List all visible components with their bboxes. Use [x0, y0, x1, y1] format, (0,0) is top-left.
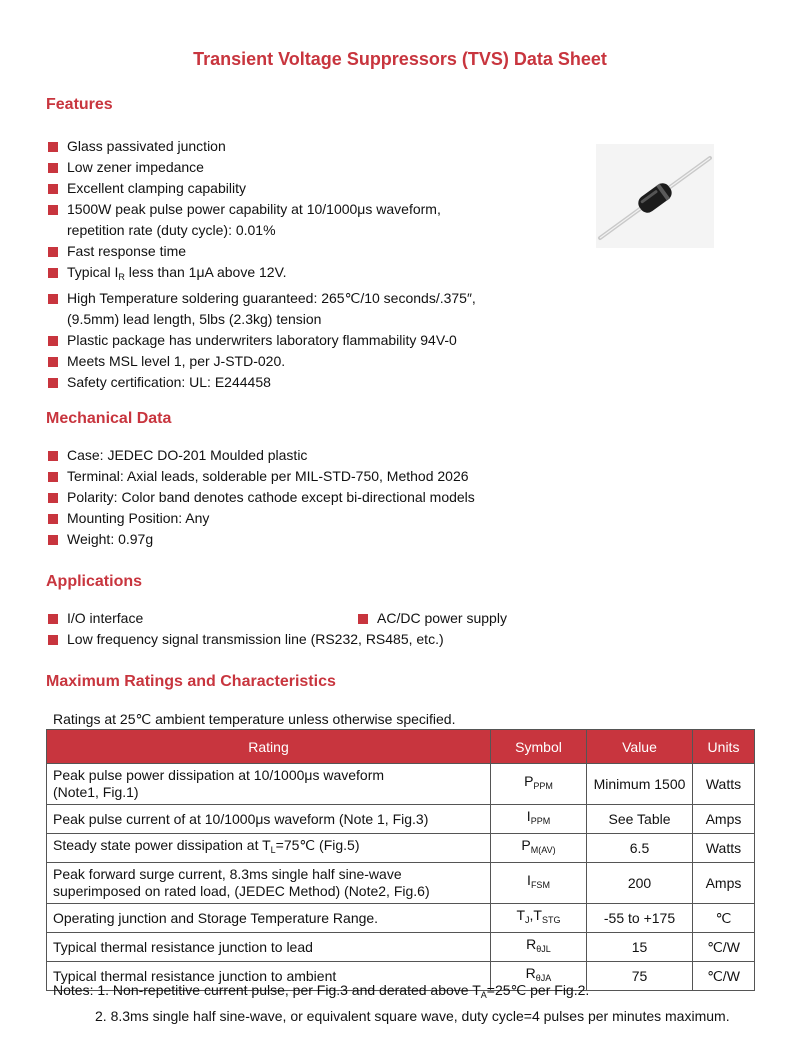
bullet-icon	[48, 357, 58, 367]
value-cell: 200	[587, 863, 693, 904]
units-cell: Watts	[693, 764, 755, 805]
bullet-icon	[48, 635, 58, 645]
bullet-icon	[48, 614, 58, 624]
list-item: Typical $I_R$ less than 1μA above 12V.	[48, 262, 476, 288]
rating-cell: Steady state power dissipation at $T_L=75℃$ (Fig.5)	[47, 834, 491, 863]
rating-cell: Typical thermal resistance junction to ambient	[47, 962, 491, 991]
bullet-icon	[358, 614, 368, 624]
list-item: Fast response time	[48, 241, 476, 262]
units-cell: ℃/W	[693, 933, 755, 962]
list-item: Polarity: Color band denotes cathode except bi-directional models	[48, 487, 475, 508]
note-2: 2. 8.3ms single half sine-wave, or equivalent square wave, duty cycle=4 pulses per minutes maximum.	[95, 1008, 730, 1024]
ratings-table	[46, 729, 755, 991]
list-item: High Temperature soldering guaranteed: 265℃/10 seconds/.375″, (9.5mm) lead length, 5lbs (2.3kg) tension	[48, 288, 476, 330]
bullet-icon	[48, 451, 58, 461]
bullet-icon	[48, 205, 58, 215]
column-header-value: Value	[587, 730, 693, 764]
bullet-icon	[48, 247, 58, 257]
list-item: I/O interface	[48, 608, 143, 629]
list-item: Glass passivated junction	[48, 136, 476, 157]
column-header-symbol: Symbol	[491, 730, 587, 764]
notes	[53, 980, 730, 1027]
units-cell: ℃	[693, 904, 755, 933]
value-cell: Minimum 1500	[587, 764, 693, 805]
list-item: Low zener impedance	[48, 157, 476, 178]
rating-cell: Peak pulse current of at 10/1000μs waveform (Note 1, Fig.3)	[47, 805, 491, 834]
rating-cell: Operating junction and Storage Temperature Range.	[47, 904, 491, 933]
bullet-icon	[48, 184, 58, 194]
symbol-cell: $P_{PPM}$	[491, 764, 587, 805]
page-title: Transient Voltage Suppressors (TVS) Data Sheet	[193, 49, 607, 69]
value-cell: -55 to +175	[587, 904, 693, 933]
table-row	[47, 933, 755, 962]
list-item: Plastic package has underwriters laboratory flammability 94V-0	[48, 330, 476, 351]
bullet-icon	[48, 268, 58, 278]
symbol-cell: $I_{FSM}$	[491, 863, 587, 904]
list-item: Terminal: Axial leads, solderable per MIL-STD-750, Method 2026	[48, 466, 475, 487]
bullet-icon	[48, 514, 58, 524]
axial-diode-icon	[596, 144, 714, 248]
bullet-icon	[48, 493, 58, 503]
units-cell: Amps	[693, 863, 755, 904]
rating-cell: Peak pulse power dissipation at 10/1000μs waveform (Note1, Fig.1)	[47, 764, 491, 805]
value-cell: 15	[587, 933, 693, 962]
units-cell: Watts	[693, 834, 755, 863]
rating-cell: Typical thermal resistance junction to lead	[47, 933, 491, 962]
list-item: Excellent clamping capability	[48, 178, 476, 199]
value-cell: See Table	[587, 805, 693, 834]
rating-cell: Peak forward surge current, 8.3ms single half sine-wave superimposed on rated load, (JEDEC Method) (Note2, Fig.6)	[47, 863, 491, 904]
table-row	[47, 863, 755, 904]
column-header-units: Units	[693, 730, 755, 764]
value-cell: 75	[587, 962, 693, 991]
note-1: Notes: 1. Non-repetitive current pulse, per Fig.3 and derated above $T_A=25℃$ per Fig.2.	[53, 982, 590, 1000]
ratings-note: Ratings at 25℃ ambient temperature unless otherwise specified.	[53, 711, 456, 727]
bullet-icon	[48, 378, 58, 388]
list-item: Mounting Position: Any	[48, 508, 475, 529]
symbol-cell: $P_{M(AV)}$	[491, 834, 587, 863]
list-item: AC/DC power supply	[358, 608, 507, 629]
symbol-cell: $I_{PPM}$	[491, 805, 587, 834]
units-cell: Amps	[693, 805, 755, 834]
table-header-row	[47, 730, 755, 764]
list-item: Case: JEDEC DO-201 Moulded plastic	[48, 445, 475, 466]
list-item: Meets MSL level 1, per J-STD-020.	[48, 351, 476, 372]
list-item: 1500W peak pulse power capability at 10/1000μs waveform, repetition rate (duty cycle): 0.01%	[48, 199, 476, 241]
symbol-cell: $T_J,T_{STG}$	[491, 904, 587, 933]
units-cell: ℃/W	[693, 962, 755, 991]
list-item: Safety certification: UL: E244458	[48, 372, 476, 393]
symbol-cell: $R_{\theta JA}$	[491, 962, 587, 991]
ratings-heading: Maximum Ratings and Characteristics	[46, 673, 336, 690]
mechanical-heading: Mechanical Data	[46, 410, 172, 427]
applications-heading: Applications	[46, 573, 143, 590]
table-row	[47, 834, 755, 863]
features-heading: Features	[46, 96, 113, 113]
table-row	[47, 764, 755, 805]
symbol-cell: $R_{\theta JL}$	[491, 933, 587, 962]
bullet-icon	[48, 294, 58, 304]
bullet-icon	[48, 336, 58, 346]
table-row	[47, 805, 755, 834]
mechanical-list	[48, 445, 475, 550]
column-header-rating: Rating	[47, 730, 491, 764]
bullet-icon	[48, 163, 58, 173]
table-row	[47, 904, 755, 933]
features-list	[48, 136, 476, 393]
list-item: Weight: 0.97g	[48, 529, 475, 550]
bullet-icon	[48, 142, 58, 152]
bullet-icon	[48, 472, 58, 482]
list-item: Low frequency signal transmission line (RS232, RS485, etc.)	[48, 629, 444, 650]
value-cell: 6.5	[587, 834, 693, 863]
bullet-icon	[48, 535, 58, 545]
